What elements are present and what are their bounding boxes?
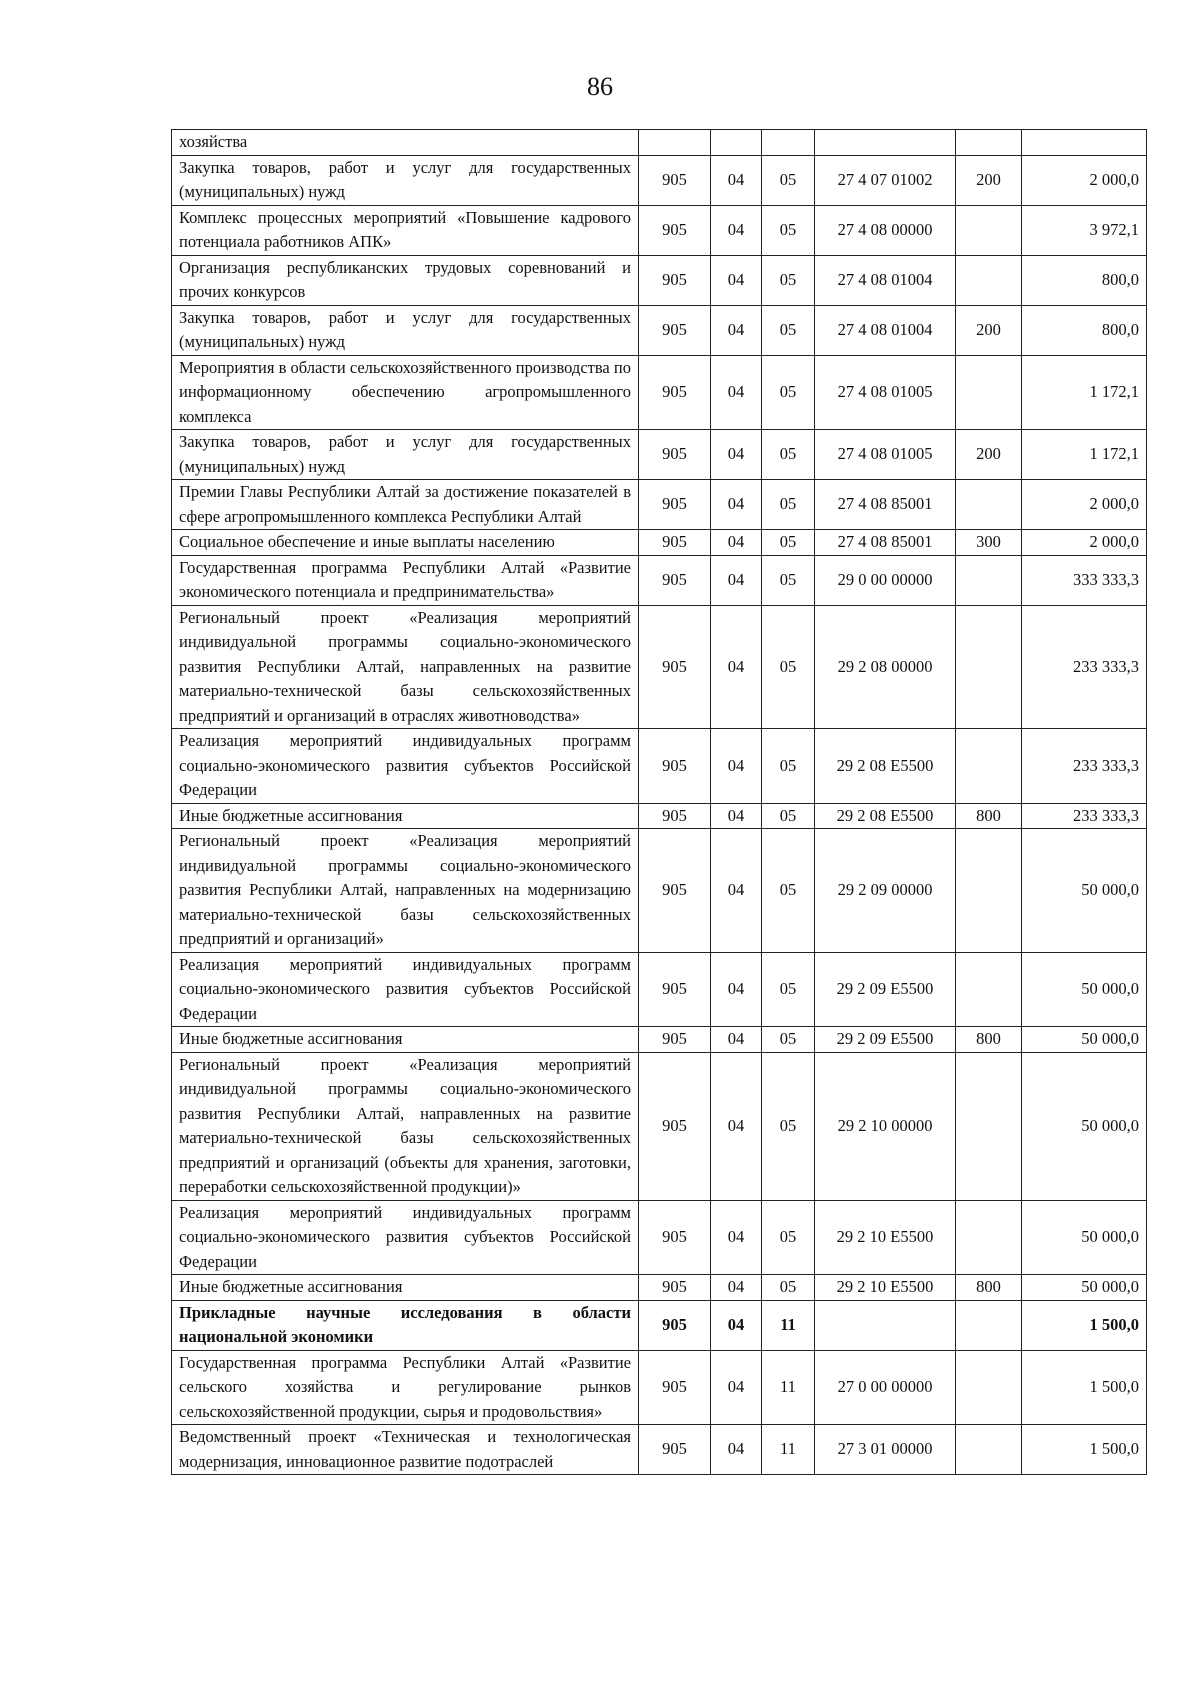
subsection-code: 05 [762,952,815,1027]
section-code: 04 [711,255,762,305]
ministry-code: 905 [639,480,711,530]
target-article-code: 29 2 08 00000 [815,605,956,729]
subsection-code: 05 [762,803,815,829]
amount: 50 000,0 [1022,1275,1147,1301]
target-article-code: 29 2 09 E5500 [815,952,956,1027]
subsection-code: 05 [762,530,815,556]
expense-type-code: 800 [956,1275,1022,1301]
row-name: Закупка товаров, работ и услуг для государственных (муниципальных) нужд [172,430,639,480]
section-code: 04 [711,729,762,804]
expense-type-code [956,255,1022,305]
row-name: Закупка товаров, работ и услуг для государственных (муниципальных) нужд [172,305,639,355]
target-article-code [815,130,956,156]
expense-type-code [956,205,1022,255]
expense-type-code: 300 [956,530,1022,556]
expense-type-code [956,605,1022,729]
ministry-code: 905 [639,1425,711,1475]
table-row [172,803,1147,829]
section-code: 04 [711,1275,762,1301]
table-row [172,1350,1147,1425]
subsection-code: 05 [762,305,815,355]
ministry-code: 905 [639,1200,711,1275]
target-article-code: 27 4 08 01004 [815,255,956,305]
section-code: 04 [711,155,762,205]
amount: 1 500,0 [1022,1350,1147,1425]
expense-type-code [956,1350,1022,1425]
section-code: 04 [711,355,762,430]
subsection-code [762,130,815,156]
amount: 233 333,3 [1022,803,1147,829]
amount: 50 000,0 [1022,952,1147,1027]
subsection-code: 05 [762,829,815,953]
target-article-code: 27 4 08 01005 [815,430,956,480]
target-article-code: 27 3 01 00000 [815,1425,956,1475]
target-article-code: 29 2 10 E5500 [815,1200,956,1275]
subsection-code: 05 [762,355,815,430]
target-article-code: 27 4 08 85001 [815,480,956,530]
ministry-code: 905 [639,1027,711,1053]
section-code: 04 [711,1300,762,1350]
target-article-code: 29 2 10 00000 [815,1052,956,1200]
expense-type-code [956,355,1022,430]
expense-type-code: 800 [956,803,1022,829]
expense-type-code [956,1052,1022,1200]
row-name: Региональный проект «Реализация мероприятий индивидуальной программы социально-экономического развития Республики Алтай, направленных на развитие материально-технической базы сельскохозяйственных предприятий и организаций (объекты для хранения, заготовки, переработки сельскохозяйственной продукции)» [172,1052,639,1200]
table-row [172,480,1147,530]
amount: 3 972,1 [1022,205,1147,255]
amount: 800,0 [1022,305,1147,355]
table-row [172,355,1147,430]
subsection-code: 05 [762,1275,815,1301]
row-name: Региональный проект «Реализация мероприятий индивидуальной программы социально-экономического развития Республики Алтай, направленных на развитие материально-технической базы сельскохозяйственных предприятий и организаций в отраслях животноводства» [172,605,639,729]
target-article-code: 27 4 08 85001 [815,530,956,556]
target-article-code: 29 2 08 E5500 [815,729,956,804]
row-name: Социальное обеспечение и иные выплаты населению [172,530,639,556]
target-article-code: 29 2 09 00000 [815,829,956,953]
amount: 233 333,3 [1022,605,1147,729]
section-code: 04 [711,605,762,729]
row-name: Государственная программа Республики Алтай «Развитие экономического потенциала и предпринимательства» [172,555,639,605]
ministry-code: 905 [639,255,711,305]
ministry-code: 905 [639,305,711,355]
row-name: Реализация мероприятий индивидуальных программ социально-экономического развития субъектов Российской Федерации [172,1200,639,1275]
row-name: Иные бюджетные ассигнования [172,1275,639,1301]
page-number: 86 [587,72,613,101]
section-code: 04 [711,305,762,355]
amount: 1 500,0 [1022,1300,1147,1350]
section-code: 04 [711,829,762,953]
amount: 800,0 [1022,255,1147,305]
amount: 1 500,0 [1022,1425,1147,1475]
expense-type-code [956,829,1022,953]
subsection-code: 05 [762,1200,815,1275]
subsection-code: 11 [762,1300,815,1350]
table-row [172,255,1147,305]
ministry-code: 905 [639,530,711,556]
ministry-code: 905 [639,729,711,804]
row-name: Премии Главы Республики Алтай за достижение показателей в сфере агропромышленного комплекса Республики Алтай [172,480,639,530]
row-name: Реализация мероприятий индивидуальных программ социально-экономического развития субъектов Российской Федерации [172,729,639,804]
expense-type-code [956,130,1022,156]
section-code: 04 [711,1052,762,1200]
row-name: хозяйства [172,130,639,156]
ministry-code: 905 [639,1350,711,1425]
table-row [172,1300,1147,1350]
section-code: 04 [711,530,762,556]
row-name: Государственная программа Республики Алтай «Развитие сельского хозяйства и регулирование рынков сельскохозяйственной продукции, сырья и продовольствия» [172,1350,639,1425]
subsection-code: 05 [762,1027,815,1053]
ministry-code: 905 [639,1052,711,1200]
section-code: 04 [711,480,762,530]
section-code: 04 [711,555,762,605]
amount: 333 333,3 [1022,555,1147,605]
ministry-code: 905 [639,952,711,1027]
amount [1022,130,1147,156]
table-row [172,1052,1147,1200]
table-row [172,430,1147,480]
target-article-code: 27 4 08 01004 [815,305,956,355]
amount: 50 000,0 [1022,1027,1147,1053]
ministry-code: 905 [639,803,711,829]
ministry-code: 905 [639,355,711,430]
subsection-code: 05 [762,1052,815,1200]
target-article-code: 27 4 08 01005 [815,355,956,430]
amount: 50 000,0 [1022,1052,1147,1200]
amount: 2 000,0 [1022,480,1147,530]
amount: 1 172,1 [1022,430,1147,480]
expense-type-code [956,729,1022,804]
amount: 50 000,0 [1022,1200,1147,1275]
target-article-code: 29 2 09 E5500 [815,1027,956,1053]
table-body [172,130,1147,1475]
table-row [172,829,1147,953]
amount: 2 000,0 [1022,155,1147,205]
subsection-code: 05 [762,605,815,729]
ministry-code [639,130,711,156]
section-code: 04 [711,1027,762,1053]
row-name: Иные бюджетные ассигнования [172,803,639,829]
table-row [172,205,1147,255]
subsection-code: 05 [762,480,815,530]
table-row [172,729,1147,804]
row-name: Иные бюджетные ассигнования [172,1027,639,1053]
subsection-code: 11 [762,1350,815,1425]
section-code: 04 [711,1425,762,1475]
table-row [172,1425,1147,1475]
table-row [172,952,1147,1027]
amount: 50 000,0 [1022,829,1147,953]
table-row [172,1200,1147,1275]
table-row [172,130,1147,156]
target-article-code: 29 2 10 E5500 [815,1275,956,1301]
ministry-code: 905 [639,555,711,605]
row-name: Прикладные научные исследования в области национальной экономики [172,1300,639,1350]
budget-table [171,129,1147,1475]
expense-type-code [956,1300,1022,1350]
ministry-code: 905 [639,605,711,729]
subsection-code: 05 [762,430,815,480]
row-name: Ведомственный проект «Техническая и технологическая модернизация, инновационное развитие подотраслей [172,1425,639,1475]
subsection-code: 05 [762,205,815,255]
expense-type-code [956,1425,1022,1475]
section-code: 04 [711,1350,762,1425]
row-name: Организация республиканских трудовых соревнований и прочих конкурсов [172,255,639,305]
row-name: Реализация мероприятий индивидуальных программ социально-экономического развития субъектов Российской Федерации [172,952,639,1027]
table-row [172,305,1147,355]
expense-type-code [956,1200,1022,1275]
table-row [172,530,1147,556]
row-name: Мероприятия в области сельскохозяйственного производства по информационному обеспечению агропромышленного комплекса [172,355,639,430]
expense-type-code [956,952,1022,1027]
table-row [172,1027,1147,1053]
subsection-code: 05 [762,729,815,804]
expense-type-code: 800 [956,1027,1022,1053]
expense-type-code [956,480,1022,530]
target-article-code: 27 4 08 00000 [815,205,956,255]
subsection-code: 05 [762,155,815,205]
subsection-code: 05 [762,555,815,605]
table-row [172,1275,1147,1301]
amount: 233 333,3 [1022,729,1147,804]
amount: 2 000,0 [1022,530,1147,556]
target-article-code: 27 4 07 01002 [815,155,956,205]
amount: 1 172,1 [1022,355,1147,430]
expense-type-code: 200 [956,155,1022,205]
section-code: 04 [711,952,762,1027]
table-row [172,555,1147,605]
ministry-code: 905 [639,829,711,953]
table-row [172,605,1147,729]
ministry-code: 905 [639,1275,711,1301]
target-article-code [815,1300,956,1350]
expense-type-code: 200 [956,305,1022,355]
row-name: Региональный проект «Реализация мероприятий индивидуальной программы социально-экономического развития Республики Алтай, направленных на модернизацию материально-технической базы сельскохозяйственных предприятий и организаций» [172,829,639,953]
expense-type-code: 200 [956,430,1022,480]
expense-type-code [956,555,1022,605]
target-article-code: 29 2 08 E5500 [815,803,956,829]
target-article-code: 29 0 00 00000 [815,555,956,605]
row-name: Закупка товаров, работ и услуг для государственных (муниципальных) нужд [172,155,639,205]
subsection-code: 05 [762,255,815,305]
target-article-code: 27 0 00 00000 [815,1350,956,1425]
row-name: Комплекс процессных мероприятий «Повышение кадрового потенциала работников АПК» [172,205,639,255]
subsection-code: 11 [762,1425,815,1475]
section-code: 04 [711,803,762,829]
table-row [172,155,1147,205]
section-code: 04 [711,430,762,480]
section-code: 04 [711,1200,762,1275]
ministry-code: 905 [639,155,711,205]
ministry-code: 905 [639,205,711,255]
ministry-code: 905 [639,1300,711,1350]
section-code: 04 [711,205,762,255]
section-code [711,130,762,156]
ministry-code: 905 [639,430,711,480]
